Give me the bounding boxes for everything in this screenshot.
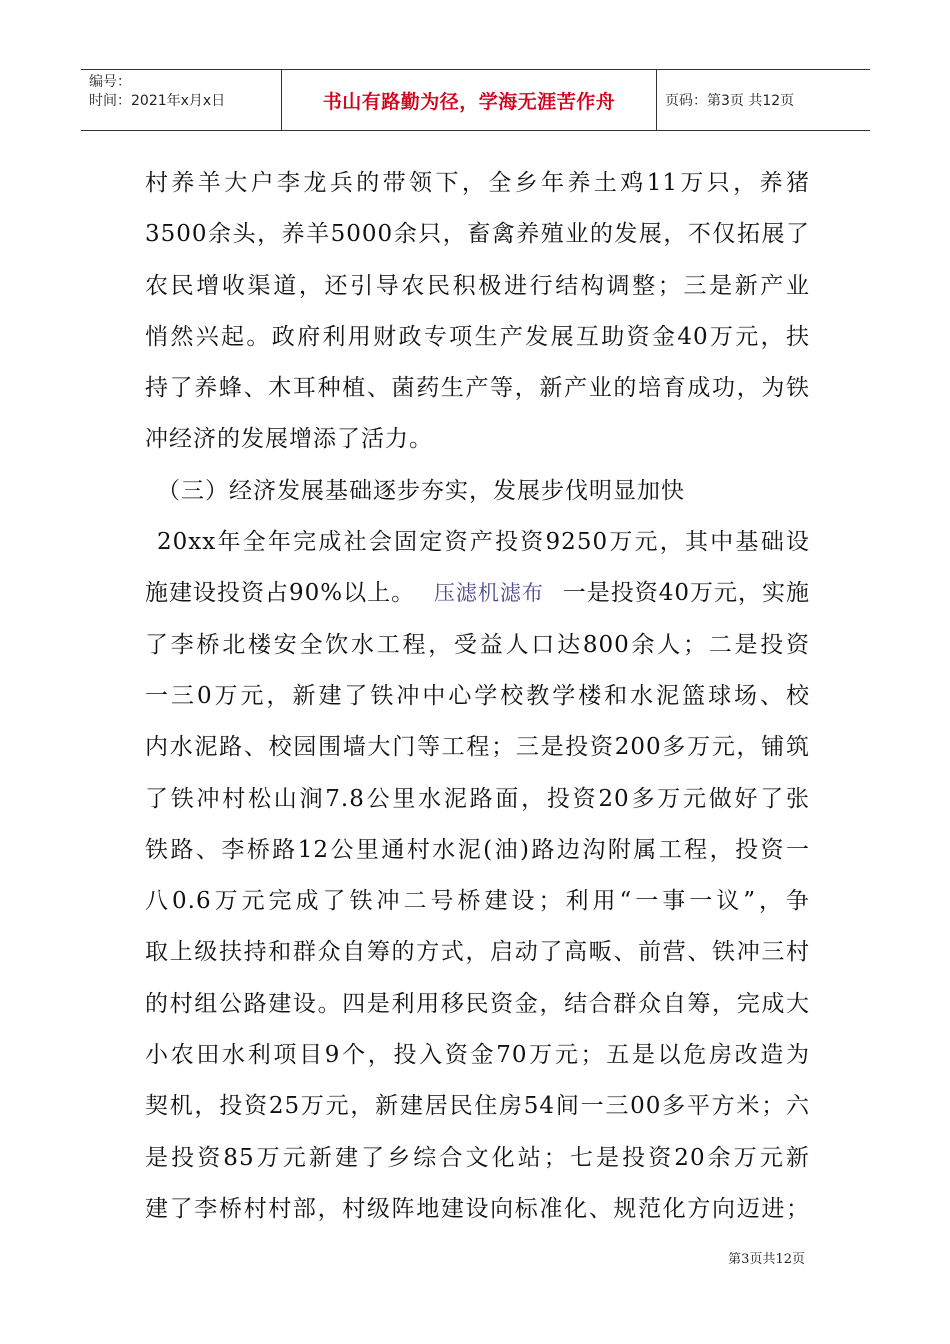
header-meta (81, 70, 282, 130)
footer-page-number: 第3页共12页 (728, 1252, 805, 1267)
page-header (81, 69, 870, 131)
body-line: 建了李桥村村部，村级阵地建设向标准化、规范化方向迈进； (145, 1195, 810, 1222)
body-line: 20xx年全年完成社会固定资产投资9250万元，其中基础设 (157, 529, 810, 556)
body-line: 农民增收渠道，还引导农民积极进行结构调整；三是新产业 (145, 272, 810, 299)
body-line: 持了养蜂、木耳种植、菌药生产等，新产业的培育成功，为铁 (145, 375, 810, 402)
body-line: 了铁冲村松山涧7.8公里水泥路面，投资20多万元做好了张 (145, 785, 810, 812)
inline-ad-text: 压滤机滤布 (433, 581, 544, 606)
body-line: 铁路、李桥路12公里通村水泥(油)路边沟附属工程，投资一 (145, 836, 810, 863)
document-time-label: 时间：2021年x月x日 (89, 93, 226, 109)
body-line-segment: 施建设投资占90%以上。 (145, 580, 416, 607)
document-body (145, 158, 810, 1235)
header-motto-cell (282, 70, 657, 130)
header-page-cell (657, 70, 870, 130)
body-line: 内水泥路、校园围墙大门等工程；三是投资200多万元，铺筑 (145, 734, 810, 761)
body-line: 八0.6万元完成了铁冲二号桥建设；利用“一事一议”，争 (145, 888, 810, 915)
body-line: 了李桥北楼安全饮水工程，受益人口达800余人；二是投资 (145, 631, 810, 658)
section-heading: （三）经济发展基础逐步夯实，发展步伐明显加快 (157, 477, 685, 504)
document-number-label: 编号： (89, 74, 131, 90)
header-page-number: 页码：第3页 共12页 (665, 93, 795, 109)
body-line: 3500余头，养羊5000余只，畜禽养殖业的发展，不仅拓展了 (145, 221, 810, 248)
body-line: 一三0万元，新建了铁冲中心学校教学楼和水泥篮球场、校 (145, 682, 810, 709)
body-line: 悄然兴起。政府利用财政专项生产发展互助资金40万元，扶 (145, 323, 810, 350)
body-line: 冲经济的发展增添了活力。 (145, 426, 433, 453)
body-line: 取上级扶持和群众自筹的方式，启动了高畈、前营、铁冲三村 (145, 939, 810, 966)
body-line: 小农田水利项目9个，投入资金70万元；五是以危房改造为 (145, 1042, 810, 1069)
header-motto: 书山有路勤为径，学海无涯苦作舟 (322, 90, 616, 113)
body-line: 是投资85万元新建了乡综合文化站；七是投资20余万元新 (145, 1144, 810, 1171)
body-line-segment: 一是投资40万元，实施 (562, 580, 810, 607)
body-line: 村养羊大户李龙兵的带领下，全乡年养土鸡11万只，养猪 (145, 170, 810, 196)
body-line-mixed (145, 568, 810, 619)
body-line: 的村组公路建设。四是利用移民资金，结合群众自筹，完成大 (145, 990, 810, 1017)
body-line: 契机，投资25万元，新建居民住房54间一三00多平方米；六 (145, 1093, 810, 1120)
